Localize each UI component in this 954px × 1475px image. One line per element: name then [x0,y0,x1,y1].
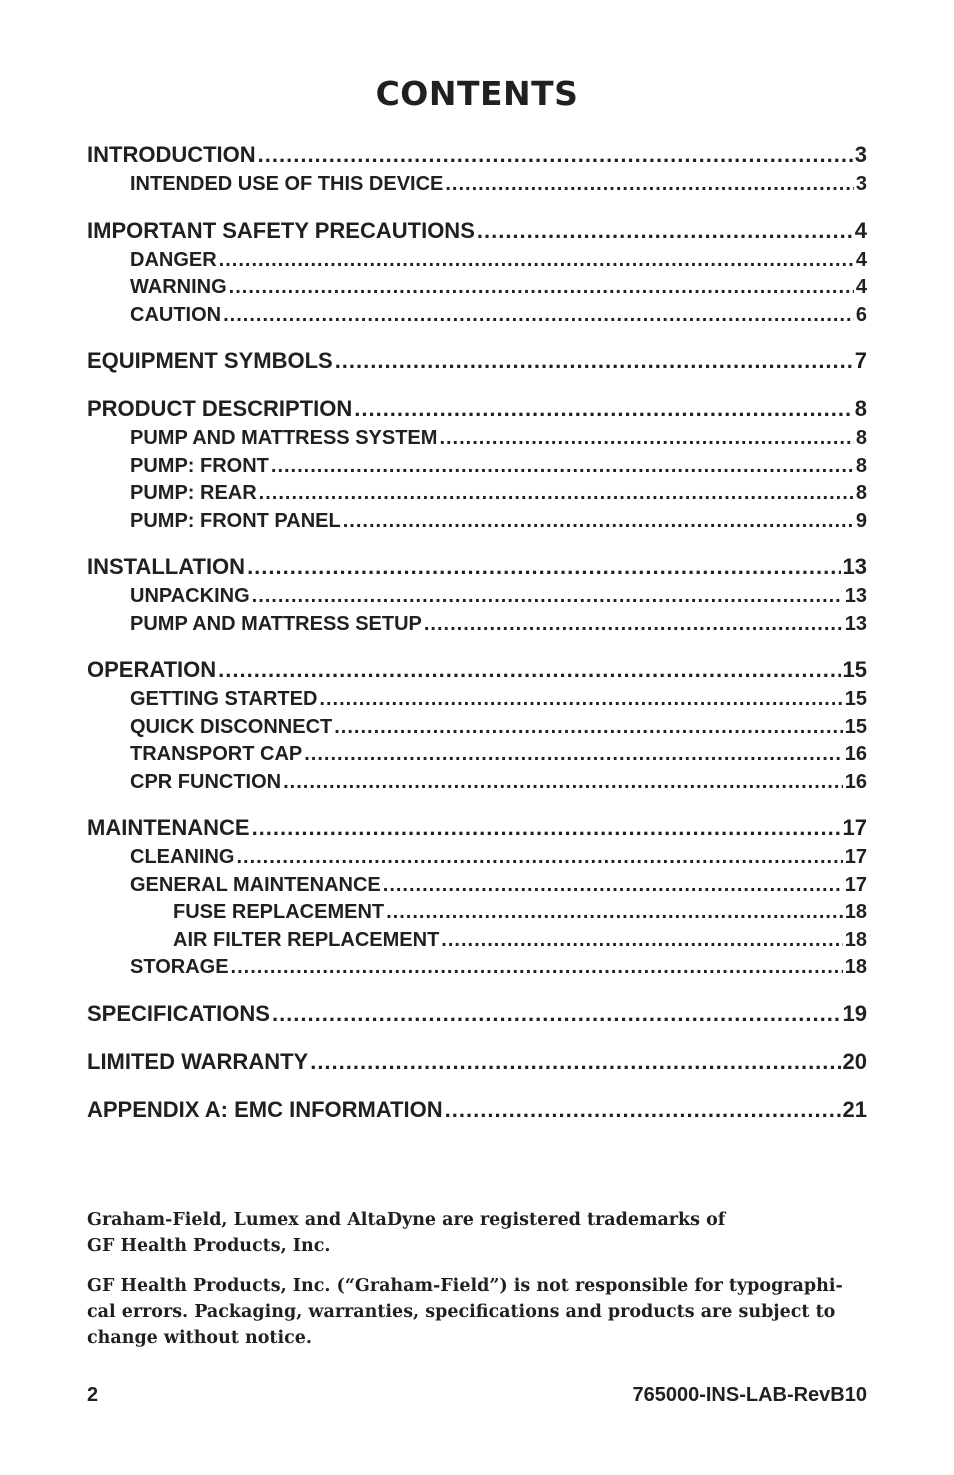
trademark-notice [87,1207,877,1259]
toc-entry-label: PUMP AND MATTRESS SYSTEM [130,427,438,449]
toc-section [87,1093,867,1126]
toc-entry[interactable] [87,480,867,508]
dot-leader [445,171,854,199]
toc-section [87,997,867,1030]
toc-entry-label: GETTING STARTED [130,688,318,710]
toc-entry-label: PRODUCT DESCRIPTION [87,396,353,421]
dot-leader [219,247,854,275]
toc-entry-label: INTRODUCTION [87,142,256,167]
toc-entry[interactable] [87,954,867,982]
toc-entry-page: 13 [844,612,867,635]
toc-entry-page: 8 [855,482,867,504]
dot-leader [383,872,843,900]
dot-leader [334,714,843,742]
toc-entry[interactable] [87,583,867,611]
toc-entry[interactable] [87,138,867,171]
toc-entry-page: 16 [844,743,867,765]
toc-section [87,550,867,638]
dot-leader [319,686,842,714]
toc-entry[interactable] [87,214,867,247]
toc-entry-label: PUMP: FRONT [130,454,269,477]
toc-entry-page: 6 [855,303,867,326]
toc-entry-page: 18 [844,928,867,951]
toc-entry-page: 19 [842,1000,867,1026]
dot-leader [441,927,842,955]
toc-entry-label: DANGER [130,248,217,271]
table-of-contents [87,138,867,1141]
toc-entry-label: PUMP: REAR [130,482,257,504]
toc-entry-label: GENERAL MAINTENANCE [130,873,381,896]
toc-entry-page: 17 [844,873,867,896]
toc-entry[interactable] [87,550,867,583]
dot-leader [445,1093,841,1126]
toc-entry[interactable] [87,844,867,872]
toc-entry[interactable] [87,247,867,275]
toc-entry-page: 4 [855,276,867,298]
toc-entry-page: 13 [844,585,867,607]
toc-entry-label: APPENDIX A: EMC INFORMATION [87,1096,443,1122]
dot-leader [258,138,853,171]
dot-leader [477,214,853,247]
toc-entry-page: 18 [844,956,867,978]
dot-leader [252,811,841,844]
toc-entry-label: IMPORTANT SAFETY PRECAUTIONS [87,217,475,243]
toc-entry-page: 15 [842,657,867,682]
dot-leader [424,611,843,639]
toc-entry[interactable] [87,425,867,453]
toc-entry-label: LIMITED WARRANTY [87,1048,309,1074]
toc-entry[interactable] [87,1093,867,1126]
toc-entry-label: QUICK DISCONNECT [130,715,333,738]
toc-entry-page: 20 [842,1048,867,1074]
toc-entry[interactable] [87,508,867,536]
toc-entry[interactable] [87,302,867,330]
toc-entry[interactable] [87,769,867,797]
dot-leader [310,1045,840,1078]
page-number: 2 [87,1384,99,1406]
toc-entry-page: 18 [844,901,867,923]
toc-entry-label: SPECIFICATIONS [87,1000,270,1026]
toc-entry[interactable] [87,872,867,900]
toc-entry-label: CAUTION [130,303,222,326]
toc-entry-page: 4 [855,248,867,271]
toc-entry-label: AIR FILTER REPLACEMENT [173,928,440,951]
document-code: 765000-INS-LAB-RevB10 [632,1384,867,1406]
toc-entry[interactable] [87,611,867,639]
toc-entry-label: OPERATION [87,657,217,682]
trademark-line: GF Health Products, Inc. [87,1236,331,1256]
toc-entry-label: WARNING [130,276,227,298]
toc-entry[interactable] [87,899,867,927]
toc-entry[interactable] [87,1045,867,1078]
toc-entry-label: PUMP: FRONT PANEL [130,509,341,532]
toc-section [87,392,867,535]
disclaimer-line: change without notice. [87,1328,313,1348]
toc-entry[interactable] [87,171,867,199]
dot-leader [439,425,853,453]
toc-entry-label: TRANSPORT CAP [130,743,303,765]
page-title: CONTENTS [375,74,579,113]
dot-leader [252,583,843,611]
footer-notes [87,1207,877,1365]
toc-entry-page: 4 [854,217,867,243]
toc-section [87,811,867,982]
toc-entry-page: 16 [844,770,867,793]
toc-entry[interactable] [87,997,867,1030]
dot-leader [283,769,843,797]
toc-entry-page: 7 [854,348,867,373]
toc-section [87,138,867,199]
dot-leader [354,392,853,425]
dot-leader [259,480,854,508]
disclaimer-notice [87,1273,877,1351]
disclaimer-line: cal errors. Packaging, warranties, specifications and products are subject to [87,1302,836,1322]
dot-leader [386,899,843,927]
toc-entry[interactable] [87,392,867,425]
toc-entry-label: CLEANING [130,846,235,868]
toc-section [87,344,867,377]
toc-entry[interactable] [87,344,867,377]
toc-entry-page: 17 [844,846,867,868]
dot-leader [343,508,854,536]
toc-section [87,214,867,330]
toc-entry-page: 3 [855,173,867,195]
toc-entry[interactable] [87,453,867,481]
toc-entry[interactable] [87,811,867,844]
dot-leader [231,954,843,982]
toc-section [87,1045,867,1078]
toc-entry-label: PUMP AND MATTRESS SETUP [130,612,422,635]
toc-entry-label: UNPACKING [130,585,250,607]
toc-entry-page: 8 [854,396,867,421]
toc-entry-label: CPR FUNCTION [130,770,282,793]
toc-entry-page: 21 [842,1096,867,1122]
toc-entry[interactable] [87,686,867,714]
toc-entry-page: 17 [842,815,867,840]
toc-entry-page: 13 [842,554,867,579]
dot-leader [236,844,842,872]
toc-entry[interactable] [87,741,867,769]
toc-section [87,653,867,796]
toc-entry[interactable] [87,714,867,742]
dot-leader [272,997,841,1030]
dot-leader [271,453,854,481]
toc-entry-page: 15 [844,688,867,710]
dot-leader [335,344,853,377]
toc-entry[interactable] [87,927,867,955]
toc-entry-label: MAINTENANCE [87,815,250,840]
dot-leader [247,550,840,583]
dot-leader [223,302,854,330]
toc-entry-label: STORAGE [130,956,229,978]
toc-entry-label: FUSE REPLACEMENT [173,901,385,923]
toc-entry-page: 9 [855,509,867,532]
toc-entry-page: 15 [844,715,867,738]
trademark-line: Graham-Field, Lumex and AltaDyne are registered trademarks of [87,1210,726,1230]
toc-entry-page: 8 [855,454,867,477]
toc-entry-label: INTENDED USE OF THIS DEVICE [130,173,444,195]
toc-entry-label: EQUIPMENT SYMBOLS [87,348,333,373]
disclaimer-line: GF Health Products, Inc. (“Graham-Field”) is not responsible for typographi- [87,1276,843,1296]
toc-entry[interactable] [87,653,867,686]
toc-entry-page: 3 [854,142,867,167]
toc-entry[interactable] [87,274,867,302]
toc-entry-label: INSTALLATION [87,554,246,579]
dot-leader [229,274,854,302]
dot-leader [304,741,843,769]
toc-entry-page: 8 [855,427,867,449]
dot-leader [218,653,840,686]
